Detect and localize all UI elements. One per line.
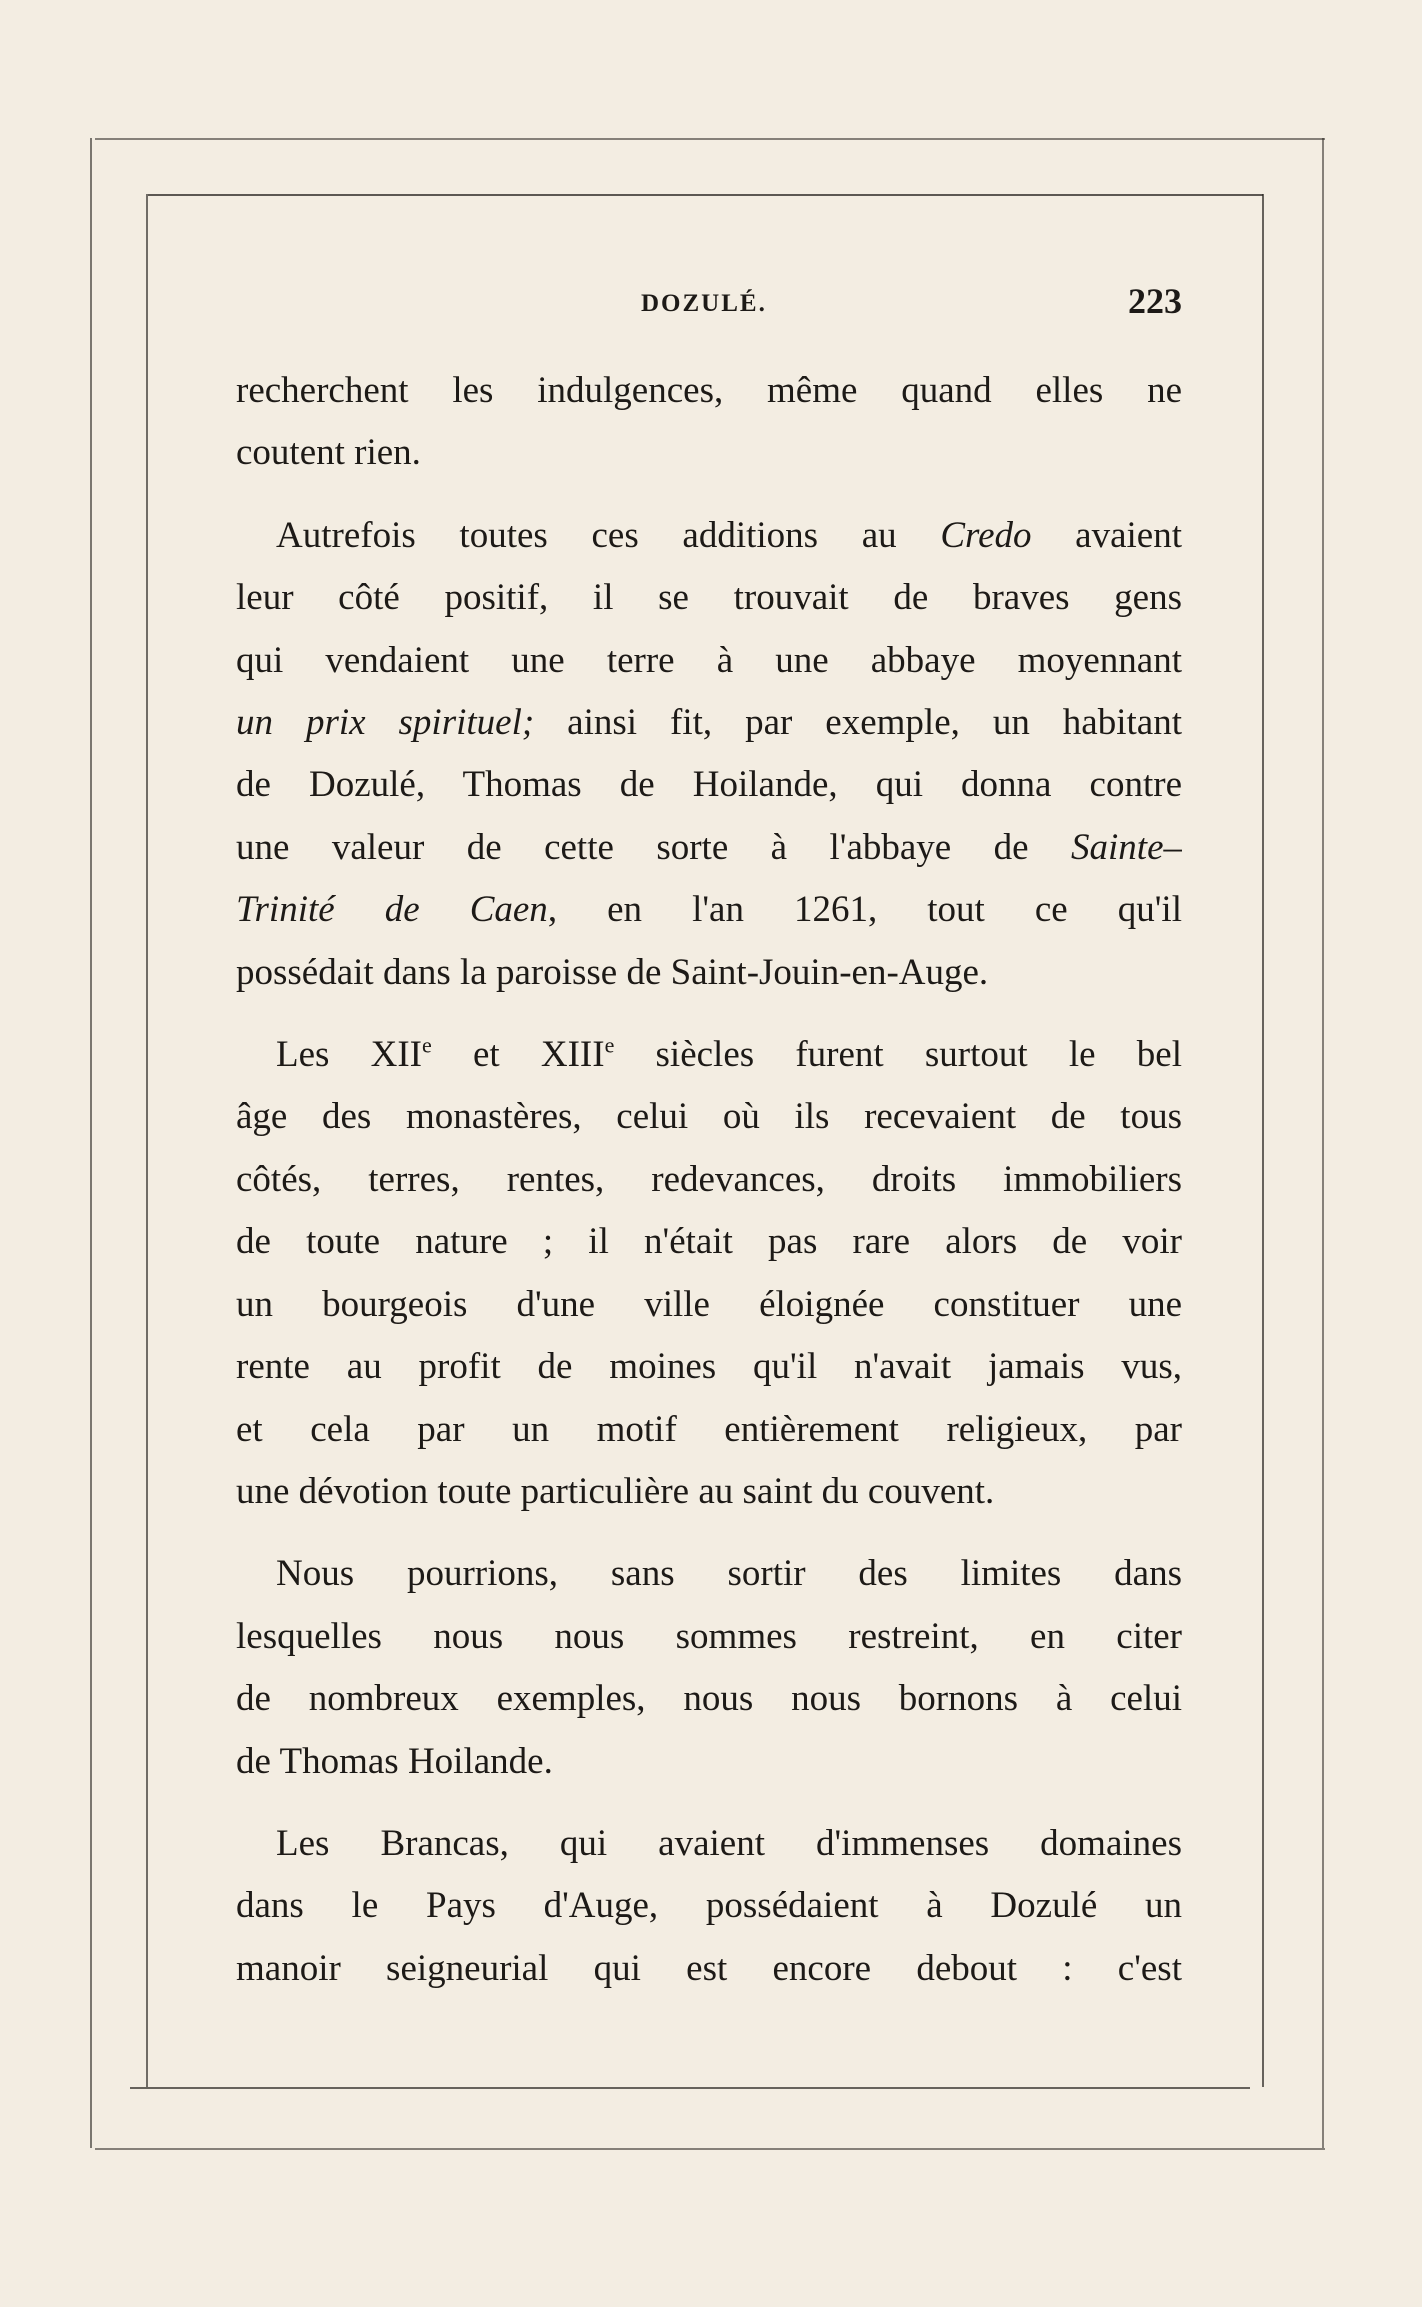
text-line: rente au profit de moines qu'il n'avait jamais vus, [236,1346,1182,1388]
text-segment: Les XII [276,1034,422,1076]
text-line: de Dozulé, Thomas de Hoilande, qui donna contre [236,764,1182,806]
text-line: possédait dans la paroisse de Saint-Jouin-en-Auge. [236,951,989,993]
text-segment: une valeur de cette sorte à l'abbaye de [236,826,1072,868]
text-segment: avaient [1031,514,1182,556]
paragraph-1 [236,360,1182,485]
text-line: de toute nature ; il n'était pas rare alors de voir [236,1221,1182,1263]
text-segment: , en l'an 1261, tout ce qu'il [547,889,1182,931]
frame-line-left-outer [90,138,92,2148]
frame-line-right-inner [1262,194,1264,2087]
body-text [236,360,1182,2020]
frame-line-right-outer [1322,138,1324,2148]
text-segment: Autrefois toutes ces additions au [276,514,941,556]
text-line [236,692,1182,754]
frame-line-bottom-inner [130,2087,1250,2089]
text-line: côtés, terres, rentes, redevances, droits immobiliers [236,1158,1182,1200]
frame-line-top-outer [95,138,1325,140]
text-line: dans le Pays d'Auge, possédaient à Dozulé un [236,1885,1182,1927]
frame-line-bottom-outer [95,2148,1325,2150]
text-line [236,879,1182,941]
text-segment: ainsi fit, par exemple, un habitant [534,702,1182,744]
text-line [236,817,1182,879]
paragraph-3 [236,1024,1182,1523]
superscript: e [604,1032,615,1058]
text-segment: siècles furent surtout le bel [614,1034,1182,1076]
italic-text: un prix spirituel; [236,702,535,744]
frame-line-top-inner [148,194,1263,196]
paragraph-4 [236,1543,1182,1793]
paragraph-5 [236,1813,1182,2000]
text-line: et cela par un motif entièrement religieux, par [236,1408,1182,1450]
text-line: recherchent les indulgences, même quand elles ne [236,370,1182,411]
text-line: de nombreux exemples, nous nous bornons à celui [236,1678,1182,1720]
text-line: lesquelles nous nous sommes restreint, en citer [236,1615,1182,1657]
text-line: de Thomas Hoilande. [236,1740,553,1782]
superscript: e [422,1032,432,1058]
text-line [236,505,1182,567]
text-line: âge des monastères, celui où ils recevaient de tous [236,1096,1182,1138]
page-number: 223 [1128,281,1182,321]
text-line: Les Brancas, qui avaient d'immenses domaines [276,1822,1182,1864]
text-line: coutent rien. [236,432,421,474]
text-line: Nous pourrions, sans sortir des limites dans [276,1553,1182,1595]
text-line: qui vendaient une terre à une abbaye moyennant [236,639,1182,681]
text-segment: et XIII [431,1034,605,1076]
paragraph-2 [236,505,1182,1004]
text-line: manoir seigneurial qui est encore debout : c'est [236,1947,1182,1989]
running-title: DOZULÉ. [641,290,767,317]
text-line [236,1024,1182,1086]
italic-text: Sainte– [1071,826,1182,868]
italic-text: Trinité de Caen [236,889,548,931]
frame-line-left-inner [146,194,148,2087]
text-line: un bourgeois d'une ville éloignée constituer une [236,1283,1182,1325]
italic-text: Credo [940,514,1032,556]
text-line: leur côté positif, il se trouvait de braves gens [236,577,1182,619]
page-header [236,280,1182,330]
text-line: une dévotion toute particulière au saint du couvent. [236,1470,995,1512]
